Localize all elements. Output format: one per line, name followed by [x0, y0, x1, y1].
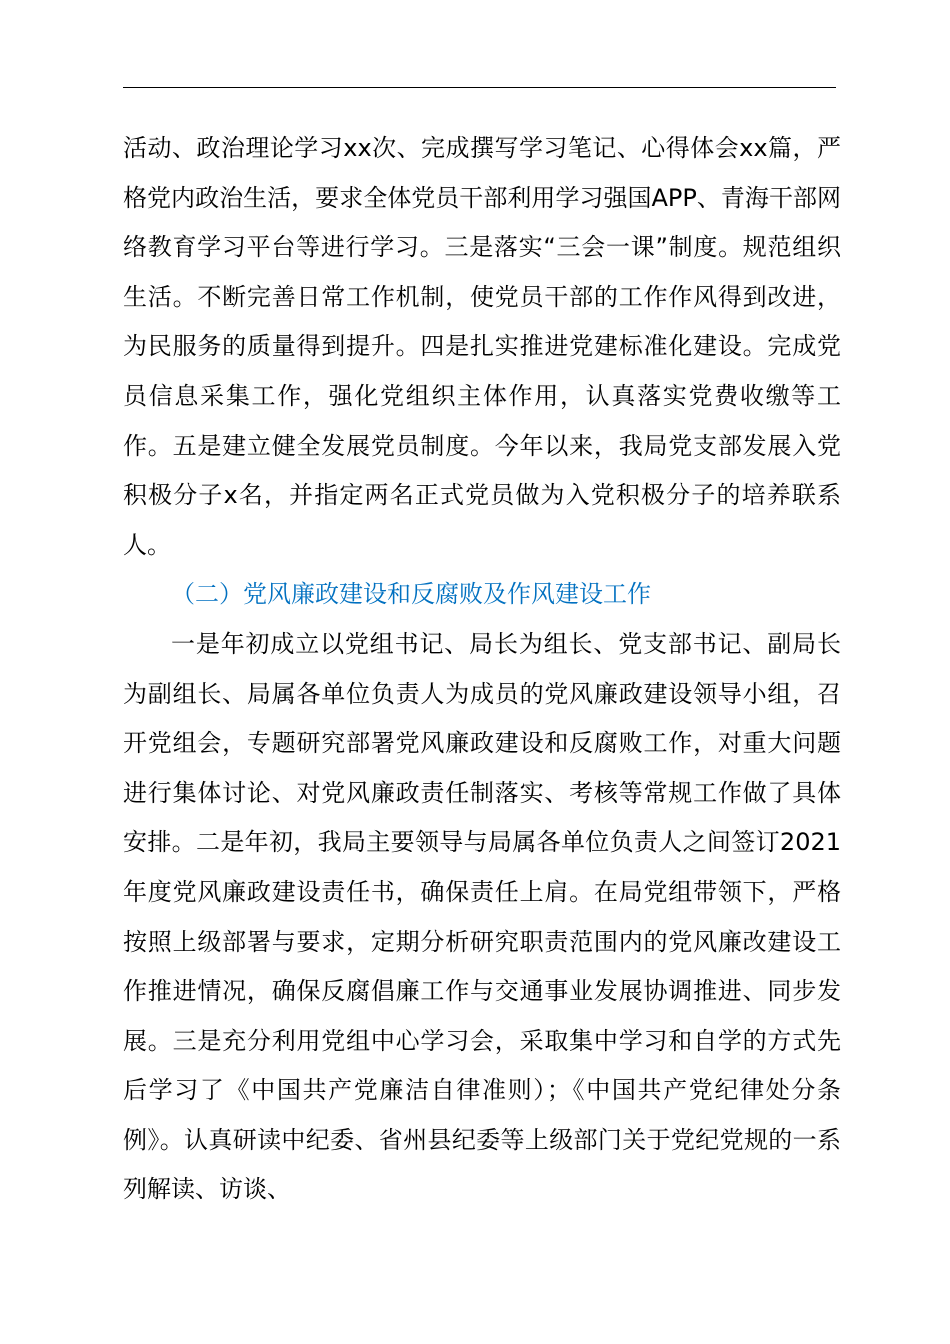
header-rule	[123, 87, 836, 88]
continued-paragraph: 活动、政治理论学习xx次、完成撰写学习笔记、心得体会xx篇，严格党内政治生活，要求全体党员干部利用学习强国APP、青海干部网络教育学习平台等进行学习。三是落实“三会一课”制度。规范组织生活。不断完善日常工作机制，使党员干部的工作作风得到改进，为民服务的质量得到提升。四是扎实推进党建标准化建设。完成党员信息采集工作，强化党组织主体作用，认真落实党费收缴等工作。五是建立健全发展党员制度。今年以来，我局党支部发展入党积极分子x名，并指定两名正式党员做为入党积极分子的培养联系人。	[123, 134, 841, 559]
section-heading: （二）党风廉政建设和反腐败及作风建设工作	[171, 580, 651, 609]
document-body	[123, 124, 841, 1215]
body-paragraph: 一是年初成立以党组书记、局长为组长、党支部书记、副局长为副组长、局属各单位负责人为成员的党风廉政建设领导小组，召开党组会，专题研究部署党风廉政建设和反腐败工作，对重大问题进行集体讨论、对党风廉政责任制落实、考核等常规工作做了具体安排。二是年初，我局主要领导与局属各单位负责人之间签订2021年度党风廉政建设责任书，确保责任上肩。在局党组带领下，严格按照上级部署与要求，定期分析研究职责范围内的党风廉改建设工作推进情况，确保反腐倡廉工作与交通事业发展协调推进、同步发展。三是充分利用党组中心学习会，采取集中学习和自学的方式先后学习了《中国共产党廉洁自律准则）；《中国共产党纪律处分条例》。认真研读中纪委、省州县纪委等上级部门关于党纪党规的一系列解读、访谈、	[123, 629, 841, 1204]
